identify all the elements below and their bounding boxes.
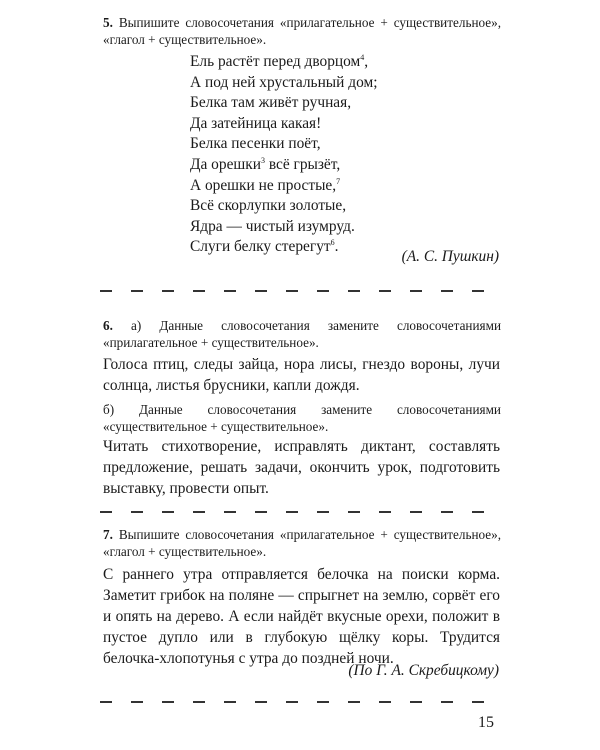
task-6-part-b-instruction: б) Данные словосочетания замените словосочетаниями «существительное + существительное».: [103, 402, 501, 434]
task-5-instruction: [103, 14, 501, 48]
task-7-instruction: [103, 526, 501, 560]
task-7-text: С раннего утра отправляется белочка на поиски корма. Заметит грибок на поляне — спрыгнет на землю, сорвёт его и опять на дерево. А если найдёт вкусные орехи, положит в пустое дупло или в глубокую щёлку коры. Трудится белочка-хлопотунья с утра до поздней ночи.: [103, 566, 500, 667]
answer-dashed-line: [100, 701, 500, 703]
poem: [190, 52, 377, 258]
task-6-part-a-instruction-text: а) Данные словосочетания замените словосочетаниями «прилагательное + существительное».: [103, 318, 502, 350]
task-7-instruction-text: Выпишите словосочетания «прилагательное + существительное», «глагол + существительное».: [103, 527, 502, 559]
poem-line: Белка там живёт ручная,: [190, 94, 352, 112]
poem-line: Да орешки$^3$ всё грызёт,: [190, 155, 341, 173]
task-5-number: 5.: [103, 15, 113, 30]
poem-line: А под ней хрустальный дом;: [190, 73, 378, 91]
poem-author: (А. С. Пушкин): [401, 248, 499, 265]
page-number: 15: [478, 714, 494, 731]
poem-line: А орешки не простые,$^7$: [190, 176, 341, 194]
answer-dashed-line: [100, 511, 500, 513]
text-author: (По Г. А. Скребицкому): [348, 662, 499, 679]
answer-dashed-line: [100, 290, 500, 292]
task-6-number: 6.: [103, 318, 113, 333]
task-6-part-a-text: Голоса птиц, следы зайца, нора лисы, гнездо вороны, лучи солнца, листья брусники, капли дождя.: [103, 356, 500, 394]
task-7-number: 7.: [103, 527, 113, 542]
poem-line: Слуги белку стерегут$^6$.: [190, 238, 339, 256]
poem-line: Всё скорлупки золотые,: [190, 197, 347, 215]
poem-line: Да затейница какая!: [190, 114, 322, 132]
task-6-part-a-instruction: [103, 317, 501, 351]
poem-line: Ель растёт перед дворцом$^4$,: [190, 53, 369, 70]
poem-line: Белка песенки поёт,: [190, 135, 321, 153]
poem-line: Ядра — чистый изумруд.: [190, 217, 355, 235]
task-5-instruction-text: Выпишите словосочетания «прилагательное + существительное», «глагол + существительное».: [103, 15, 502, 47]
task-6-part-b-text: Читать стихотворение, исправлять диктант, составлять предложение, решать задачи, окончить урок, подготовить выставку, провести опыт.: [103, 438, 500, 497]
